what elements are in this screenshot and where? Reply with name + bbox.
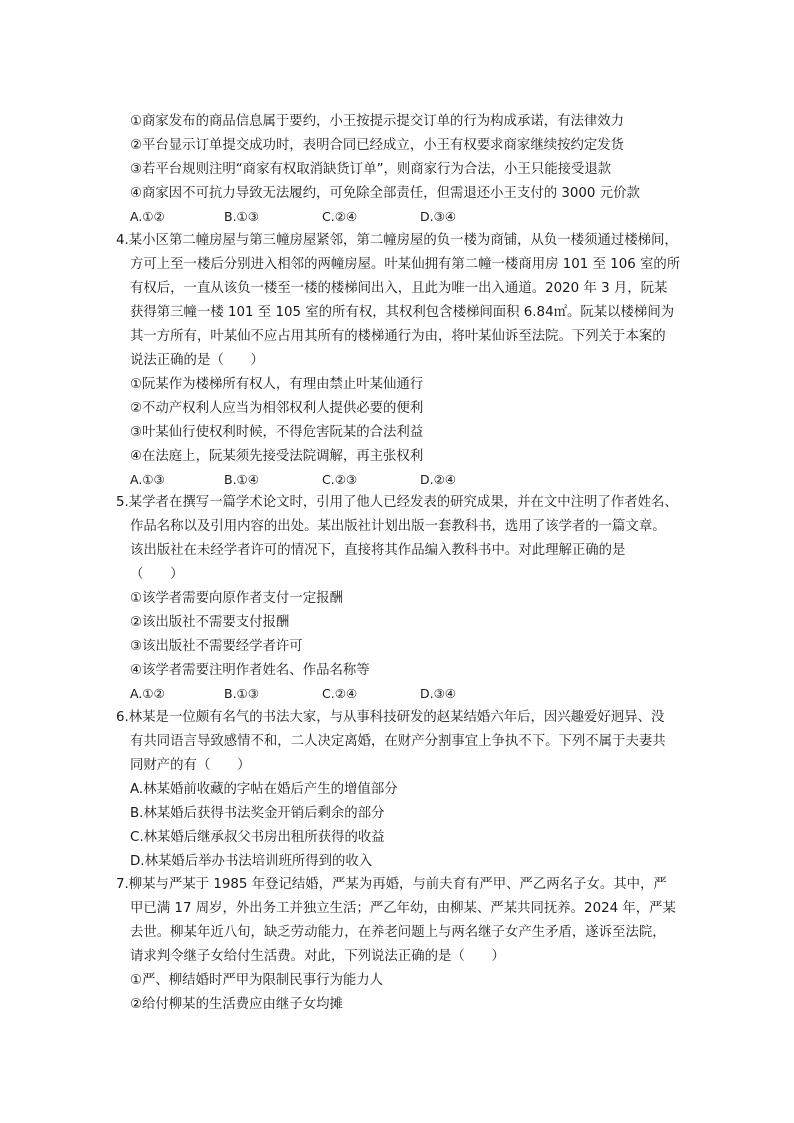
q6-option-d: D.林某婚后举办书法培训班所得到的收入 (130, 854, 373, 869)
q6-stem-line: 有共同语言导致感情不和，二人决定离婚，在财产分割事宜上争执不下。下列不属于夫妻共 (130, 734, 666, 749)
q4-option-b: B.①④ (224, 472, 259, 487)
q3-option-b: B.①③ (224, 209, 259, 224)
q6-option-b: B.林某婚后获得书法奖金开销后剩余的部分 (130, 806, 385, 821)
q6-stem-line: 6.林某是一位颇有名气的书法大家，与从事科技研发的赵某结婚六年后，因兴趣爱好迥异、没 (116, 710, 665, 725)
q7-stem-line: 甲已满 17 周岁，外出务工并独立生活；严乙年幼，由柳某、严某共同抚养。2024 年，严某 (130, 901, 676, 916)
q4-option-d: D.②④ (420, 472, 457, 487)
q4-option-c: C.②③ (322, 472, 358, 487)
q4-item-4: ④在法庭上，阮某须先接受法院调解，再主张权利 (130, 449, 424, 464)
q5-item-3: ③该出版社不需要经学者许可 (130, 639, 303, 654)
q5-option-b: B.①③ (224, 686, 259, 701)
q4-stem-line: 获得第三幢一楼 101 至 105 室的所有权，其权利包含楼梯间面积 6.84㎡。阮某以楼梯间为 (130, 305, 675, 320)
q5-item-4: ④该学者需要注明作者姓名、作品名称等 (130, 663, 370, 678)
q6-stem-line: 同财产的有（ ） (130, 758, 251, 773)
q7-stem-line: 请求判令继子女给付生活费。对此，下列说法正确的是（ ） (130, 949, 505, 964)
q3-item-1: ①商家发布的商品信息属于要约，小王按提示提交订单的行为构成承诺，有法律效力 (130, 114, 625, 129)
q5-option-d: D.③④ (420, 686, 457, 701)
q6-option-c: C.林某婚后继承叔父书房出租所获得的收益 (130, 830, 385, 845)
q3-item-3: ③若平台规则注明“商家有权取消缺货订单”，则商家行为合法，小王只能接受退款 (130, 162, 612, 177)
q5-stem-line: 5.某学者在撰写一篇学术论文时，引用了他人已经发表的研究成果，并在文中注明了作者姓名、 (116, 495, 678, 510)
q4-stem-line: 说法正确的是（ ） (130, 353, 264, 368)
q5-stem-line: （ ） (130, 567, 184, 582)
q4-item-1: ①阮某作为楼梯所有权人，有理由禁止叶某仙通行 (130, 377, 424, 392)
q4-stem-line: 方可上至一楼后分别进入相邻的两幢房屋。叶某仙拥有第二幢一楼商用房 101 至 106 室的所 (130, 257, 681, 272)
q5-item-1: ①该学者需要向原作者支付一定报酬 (130, 591, 343, 606)
q4-stem-line: 有权后，一直从该负一楼至一楼的楼梯间出入，且此为唯一出入通道。2020 年 3 月，阮某 (130, 281, 668, 296)
q3-item-4: ④商家因不可抗力导致无法履约，可免除全部责任，但需退还小王支付的 3000 元价款 (130, 186, 640, 201)
q6-option-a: A.林某婚前收藏的字帖在婚后产生的增值部分 (130, 782, 398, 797)
q7-item-2: ②给付柳某的生活费应由继子女均摊 (130, 997, 343, 1012)
q4-item-3: ③叶某仙行使权利时候，不得危害阮某的合法利益 (130, 425, 424, 440)
q3-option-a: A.①② (130, 209, 165, 224)
q7-item-1: ①严、柳结婚时严甲为限制民事行为能力人 (130, 973, 384, 988)
q5-option-c: C.②④ (322, 686, 358, 701)
q3-item-2: ②平台显示订单提交成功时，表明合同已经成立，小王有权要求商家继续按约定发货 (130, 138, 625, 153)
q4-stem-line: 4.某小区第二幢房屋与第三幢房屋紧邻，第二幢房屋的负一楼为商铺，从负一楼须通过楼梯间， (116, 233, 678, 248)
q5-option-a: A.①② (130, 686, 165, 701)
q4-option-a: A.①③ (130, 472, 165, 487)
q5-stem-line: 作品名称以及引用内容的出处。某出版社计划出版一套教科书，选用了该学者的一篇文章。 (130, 519, 666, 534)
q4-stem-line: 其一方所有，叶某仙不应占用其所有的楼梯通行为由，将叶某仙诉至法院。下列关于本案的 (130, 329, 666, 344)
q3-option-c: C.②④ (322, 209, 358, 224)
q4-item-2: ②不动产权利人应当为相邻权利人提供必要的便利 (130, 401, 424, 416)
q7-stem-line: 去世。柳某年近八旬，缺乏劳动能力，在养老问题上与两名继子女产生矛盾，遂诉至法院， (130, 925, 666, 940)
q7-stem-line: 7.柳某与严某于 1985 年登记结婚，严某为再婚，与前夫育有严甲、严乙两名子女。其中，严 (116, 877, 667, 892)
q5-stem-line: 该出版社在未经学者许可的情况下，直接将其作品编入教科书中。对此理解正确的是 (130, 543, 626, 558)
q5-item-2: ②该出版社不需要支付报酬 (130, 615, 290, 630)
q3-option-d: D.③④ (420, 209, 457, 224)
